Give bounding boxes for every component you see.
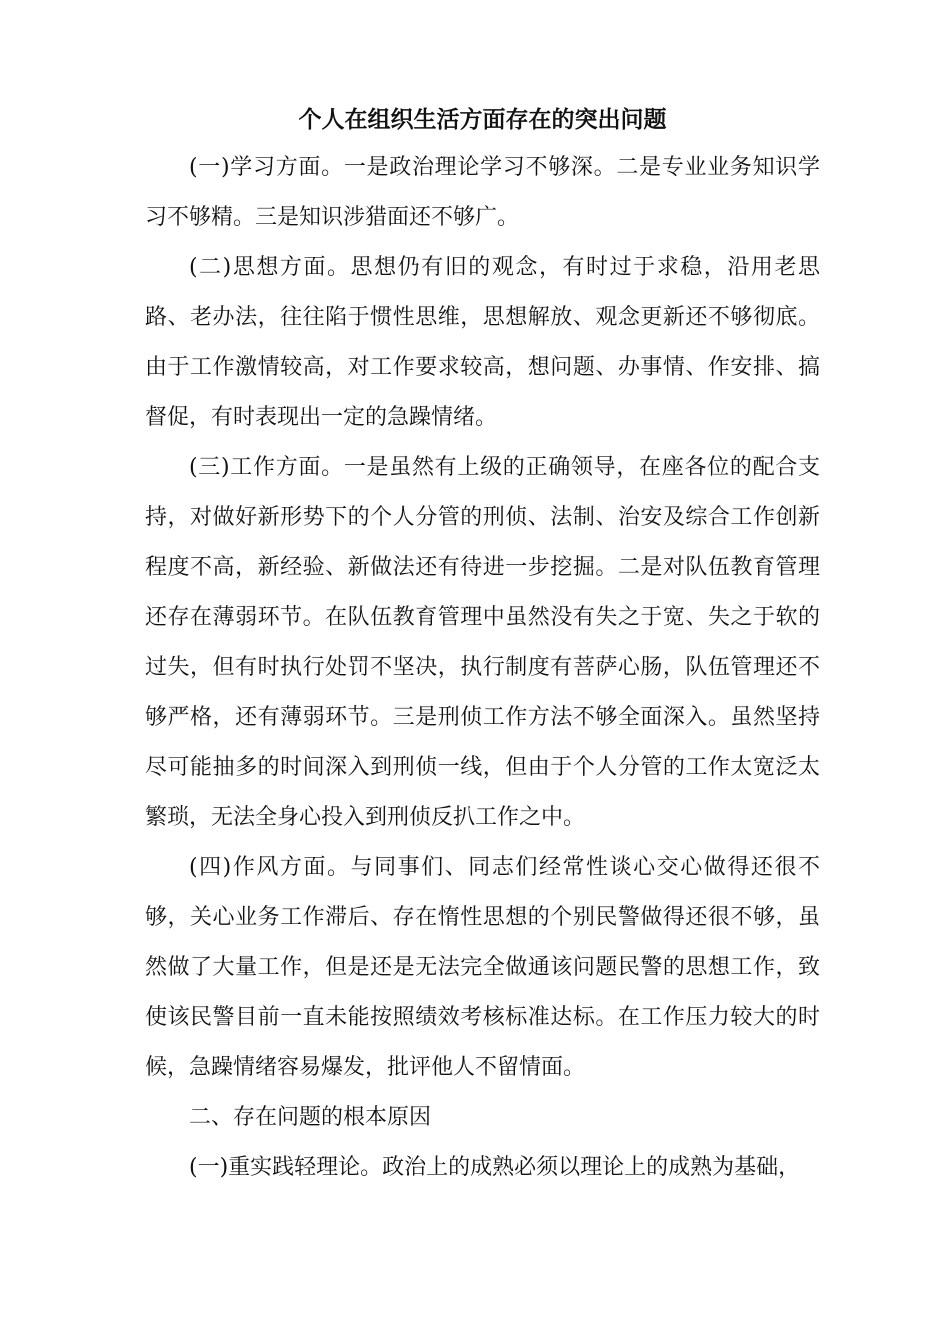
document-title: 个人在组织生活方面存在的突出问题 (298, 106, 667, 133)
paragraph-thinking: (二)思想方面。思想仍有旧的观念，有时过于求稳，沿用老思路、老办法，往往陷于惯性思维，思想解放、观念更新还不够彻底。由于工作激情较高，对工作要求较高，想问题、办事情、作安排、搞督促，有时表现出一定的急躁情绪。 (145, 255, 820, 430)
section-heading-root-causes: 二、存在问题的根本原因 (189, 1105, 432, 1130)
paragraph-work: (三)工作方面。一是虽然有上级的正确领导，在座各位的配合支持，对做好新形势下的个人分管的刑侦、法制、治安及综合工作创新程度不高，新经验、新做法还有待进一步挖掘。二是对队伍教育管理还存在薄弱环节。在队伍教育管理中虽然没有失之于宽、失之于软的过失，但有时执行处罚不坚决，执行制度有菩萨心肠，队伍管理还不够严格，还有薄弱环节。三是刑侦工作方法不够全面深入。虽然坚持尽可能抽多的时间深入到刑侦一线，但由于个人分管的工作太宽泛太繁琐，无法全身心投入到刑侦反扒工作之中。 (145, 455, 820, 830)
paragraph-style: (四)作风方面。与同事们、同志们经常性谈心交心做得还很不够，关心业务工作滞后、存在惰性思想的个别民警做得还很不够，虽然做了大量工作，但是还是无法完全做通该问题民警的思想工作，致使该民警目前一直未能按照绩效考核标准达标。在工作压力较大的时候，急躁情绪容易爆发，批评他人不留情面。 (145, 855, 820, 1080)
paragraph-practice-over-theory: (一)重实践轻理论。政治上的成熟必须以理论上的成熟为基础， (189, 1155, 801, 1180)
document-body (145, 97, 820, 1193)
paragraph-study: (一)学习方面。一是政治理论学习不够深。二是专业业务知识学习不够精。三是知识涉猎面还不够广。 (145, 155, 820, 230)
